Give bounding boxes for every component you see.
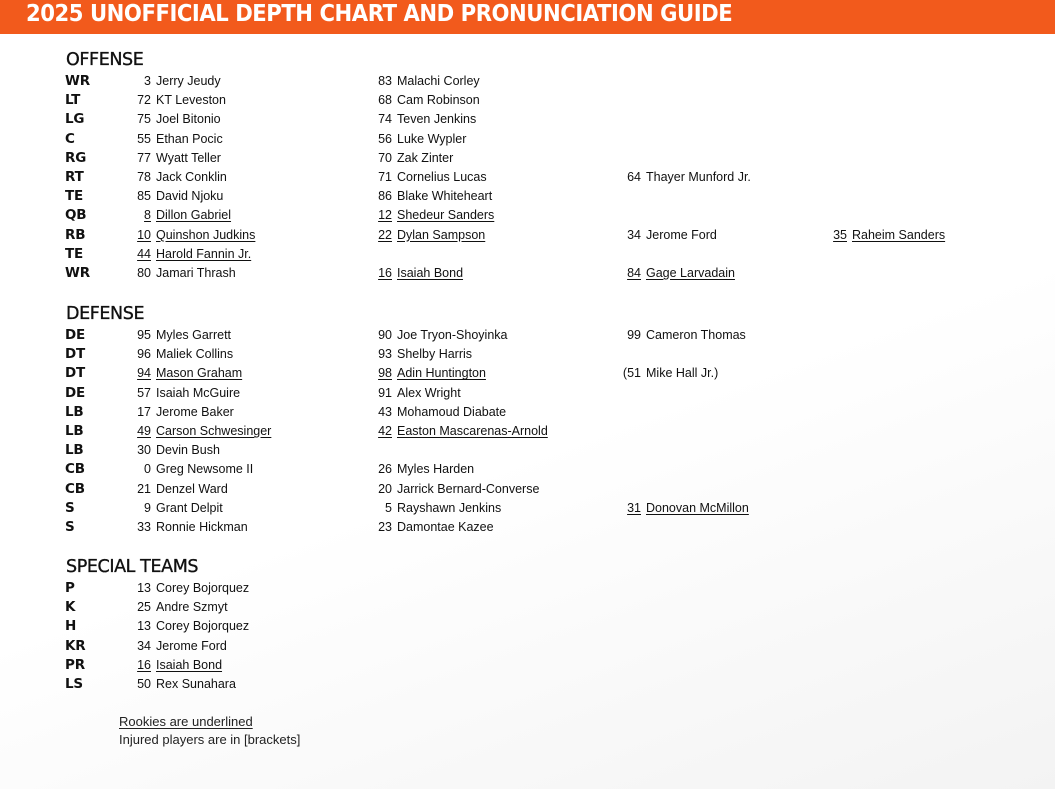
player-entry xyxy=(385,499,502,518)
player-name: Jarrick Bernard-Converse xyxy=(397,481,540,496)
player-name: Quinshon Judkins xyxy=(156,227,256,242)
position-label: LB xyxy=(65,403,84,420)
jersey-number: 23 xyxy=(378,520,392,534)
player-name: Blake Whiteheart xyxy=(397,189,493,204)
depth-row xyxy=(0,130,1055,149)
jersey-number: 13 xyxy=(137,619,151,634)
jersey-number: 30 xyxy=(137,443,151,458)
player-name: Cam Robinson xyxy=(397,93,480,108)
player-name: Rex Sunahara xyxy=(156,677,236,691)
jersey-number: 31 xyxy=(627,500,641,515)
jersey-number: 78 xyxy=(137,170,151,184)
jersey-number: 0 xyxy=(144,462,151,477)
jersey-number: 56 xyxy=(378,131,392,146)
jersey-number: 70 xyxy=(378,150,392,165)
player-name: Carson Schwesinger xyxy=(156,424,272,438)
jersey-number: 8 xyxy=(144,208,151,223)
position-label: P xyxy=(65,580,75,596)
player-entry xyxy=(137,226,256,245)
player-entry xyxy=(137,149,221,168)
player-entry xyxy=(378,345,473,364)
jersey-number: 57 xyxy=(137,385,151,400)
player-entry xyxy=(137,441,220,460)
jersey-number: 16 xyxy=(137,657,151,672)
position-label: CB xyxy=(65,480,85,497)
position-label: DE xyxy=(65,384,86,401)
player-entry xyxy=(137,579,250,598)
depth-row xyxy=(0,656,1055,675)
player-entry xyxy=(378,518,494,537)
depth-row xyxy=(0,91,1055,110)
position-label: DE xyxy=(65,327,86,343)
player-entry xyxy=(144,460,254,479)
player-entry xyxy=(137,345,234,364)
jersey-number: 68 xyxy=(378,93,392,108)
player-name: Gage Larvadain xyxy=(646,266,735,280)
player-name: Zak Zinter xyxy=(397,150,454,165)
position-label: S xyxy=(65,499,75,516)
jersey-number: 35 xyxy=(833,227,847,242)
jersey-number: 49 xyxy=(137,424,151,438)
jersey-number: 99 xyxy=(627,328,641,342)
player-entry xyxy=(137,518,248,537)
position-label: H xyxy=(65,618,77,635)
player-name: Corey Bojorquez xyxy=(156,619,250,634)
jersey-number: 91 xyxy=(378,385,392,400)
jersey-number: 34 xyxy=(627,227,641,242)
player-name: Teven Jenkins xyxy=(397,112,477,127)
depth-row xyxy=(0,226,1055,245)
depth-row xyxy=(0,675,1055,694)
jersey-number: 77 xyxy=(137,150,151,165)
player-name: Adin Huntington xyxy=(397,366,486,381)
position-label: DT xyxy=(65,365,86,382)
depth-row xyxy=(0,206,1055,225)
position-label: LB xyxy=(65,442,84,459)
depth-row xyxy=(0,480,1055,499)
jersey-number: 33 xyxy=(137,520,151,534)
jersey-number: 84 xyxy=(627,266,641,280)
player-name: Jack Conklin xyxy=(156,170,227,184)
position-label: RG xyxy=(65,149,87,166)
depth-row xyxy=(0,441,1055,460)
player-name: Jerry Jeudy xyxy=(156,74,221,88)
player-name: Denzel Ward xyxy=(156,481,228,496)
player-entry xyxy=(378,187,493,206)
player-name: Corey Bojorquez xyxy=(156,581,250,595)
player-name: Ethan Pocic xyxy=(156,131,223,146)
player-name: Harold Fannin Jr. xyxy=(156,246,252,261)
jersey-number: 10 xyxy=(137,227,151,242)
jersey-number: 43 xyxy=(378,404,392,419)
jersey-number: 12 xyxy=(378,208,392,223)
player-name: Wyatt Teller xyxy=(156,150,221,165)
jersey-number: 95 xyxy=(137,328,151,342)
jersey-number: 44 xyxy=(137,246,151,261)
player-entry xyxy=(378,422,548,441)
player-entry xyxy=(378,384,461,403)
position-label: LG xyxy=(65,111,85,128)
player-name: Jamari Thrash xyxy=(156,266,236,280)
depth-row xyxy=(0,579,1055,598)
player-entry xyxy=(627,499,749,518)
depth-row xyxy=(0,345,1055,364)
position-label: LS xyxy=(65,676,83,692)
player-name: Joel Bitonio xyxy=(156,112,221,127)
player-entry xyxy=(144,499,223,518)
player-name: Damontae Kazee xyxy=(397,520,494,534)
player-entry xyxy=(833,226,946,245)
player-entry xyxy=(144,72,221,91)
player-name: Grant Delpit xyxy=(156,500,223,515)
player-name: Isaiah Bond xyxy=(156,657,223,672)
jersey-number: 64 xyxy=(627,170,641,184)
player-name: Devin Bush xyxy=(156,443,220,458)
player-entry xyxy=(627,168,751,187)
position-label: C xyxy=(65,130,75,147)
player-entry xyxy=(378,168,487,187)
player-name: Mike Hall Jr.) xyxy=(646,366,719,381)
depth-row xyxy=(0,264,1055,283)
player-entry xyxy=(622,364,719,383)
jersey-number: 26 xyxy=(378,462,392,477)
jersey-number: 96 xyxy=(137,347,151,362)
player-name: Isaiah McGuire xyxy=(156,385,241,400)
player-name: Greg Newsome II xyxy=(156,462,254,477)
player-entry xyxy=(137,656,223,675)
header-banner xyxy=(0,0,1055,34)
player-name: Jerome Ford xyxy=(156,638,227,653)
jersey-number: 80 xyxy=(137,266,151,280)
player-name: Jerome Ford xyxy=(646,227,717,242)
player-name: Alex Wright xyxy=(397,385,461,400)
jersey-number: 71 xyxy=(378,170,392,184)
section-title-offense: OFFENSE xyxy=(66,50,144,70)
jersey-number: 98 xyxy=(378,366,392,381)
jersey-number: 83 xyxy=(378,74,392,88)
player-entry xyxy=(137,637,227,656)
player-entry xyxy=(137,403,234,422)
player-entry xyxy=(627,226,717,245)
position-label: LT xyxy=(65,92,81,109)
player-entry xyxy=(137,598,228,617)
player-name: David Njoku xyxy=(156,189,224,204)
section-title-defense: DEFENSE xyxy=(66,304,145,324)
player-name: Andre Szmyt xyxy=(156,600,228,615)
legend-injured: Injured players are in [brackets] xyxy=(119,732,301,747)
jersey-number: 3 xyxy=(144,74,151,88)
depth-row xyxy=(0,326,1055,345)
jersey-number: 75 xyxy=(137,112,151,127)
position-label: S xyxy=(65,519,75,535)
player-entry xyxy=(378,130,467,149)
player-name: Mason Graham xyxy=(156,366,243,381)
depth-row xyxy=(0,110,1055,129)
page-title: 2025 UNOFFICIAL DEPTH CHART AND PRONUNCIATION GUIDE xyxy=(26,1,733,27)
player-entry xyxy=(378,364,486,383)
player-entry xyxy=(137,187,224,206)
position-label: CB xyxy=(65,461,85,478)
position-label: RT xyxy=(65,169,84,185)
jersey-number: 86 xyxy=(378,189,392,204)
player-entry xyxy=(378,226,486,245)
jersey-number: (51 xyxy=(622,366,641,381)
player-entry xyxy=(627,326,746,345)
legend-rookies: Rookies are underlined xyxy=(119,714,253,729)
jersey-number: 90 xyxy=(378,328,392,342)
jersey-number: 93 xyxy=(378,347,392,362)
position-label: KR xyxy=(65,637,86,654)
player-entry xyxy=(378,110,477,129)
player-entry xyxy=(378,264,464,283)
position-label: WR xyxy=(65,73,90,89)
depth-row xyxy=(0,364,1055,383)
player-entry xyxy=(137,326,232,345)
player-name: Easton Mascarenas-Arnold xyxy=(397,424,548,438)
player-name: KT Leveston xyxy=(156,93,226,108)
jersey-number: 34 xyxy=(137,638,151,653)
player-name: Malachi Corley xyxy=(397,74,480,88)
player-entry xyxy=(378,326,508,345)
player-name: Dillon Gabriel xyxy=(156,208,232,223)
player-entry xyxy=(144,206,232,225)
player-entry xyxy=(378,403,507,422)
depth-row xyxy=(0,72,1055,91)
player-entry xyxy=(137,384,241,403)
player-name: Mohamoud Diabate xyxy=(397,404,507,419)
player-entry xyxy=(378,72,480,91)
position-label: DT xyxy=(65,346,86,363)
player-name: Jerome Baker xyxy=(156,404,234,419)
jersey-number: 55 xyxy=(137,131,151,146)
player-entry xyxy=(378,480,540,499)
section-title-special-teams: SPECIAL TEAMS xyxy=(66,557,199,577)
position-label: PR xyxy=(65,656,85,673)
player-entry xyxy=(137,480,228,499)
player-entry xyxy=(378,149,454,168)
jersey-number: 9 xyxy=(144,500,151,515)
player-name: Raheim Sanders xyxy=(852,227,946,242)
position-label: QB xyxy=(65,207,87,224)
jersey-number: 72 xyxy=(137,93,151,108)
player-entry xyxy=(137,264,236,283)
jersey-number: 16 xyxy=(378,266,392,280)
player-entry xyxy=(627,264,735,283)
player-name: Luke Wypler xyxy=(397,131,467,146)
player-entry xyxy=(378,206,495,225)
player-entry xyxy=(137,364,243,383)
position-label: WR xyxy=(65,265,90,281)
player-name: Dylan Sampson xyxy=(397,227,486,242)
jersey-number: 13 xyxy=(137,581,151,595)
depth-row xyxy=(0,422,1055,441)
player-name: Rayshawn Jenkins xyxy=(397,500,502,515)
depth-row xyxy=(0,499,1055,518)
player-name: Shelby Harris xyxy=(397,347,473,362)
depth-row xyxy=(0,637,1055,656)
player-entry xyxy=(137,110,221,129)
position-label: RB xyxy=(65,226,86,243)
jersey-number: 17 xyxy=(137,404,151,419)
player-entry xyxy=(137,245,252,264)
depth-row xyxy=(0,617,1055,636)
player-name: Myles Garrett xyxy=(156,328,232,342)
depth-row xyxy=(0,518,1055,537)
jersey-number: 50 xyxy=(137,677,151,691)
player-entry xyxy=(378,91,480,110)
depth-row xyxy=(0,598,1055,617)
player-entry xyxy=(137,422,272,441)
player-name: Myles Harden xyxy=(397,462,475,477)
player-name: Ronnie Hickman xyxy=(156,520,248,534)
jersey-number: 74 xyxy=(378,112,392,127)
player-name: Joe Tryon-Shoyinka xyxy=(397,328,508,342)
player-entry xyxy=(137,130,223,149)
position-label: TE xyxy=(65,188,84,205)
jersey-number: 22 xyxy=(378,227,392,242)
jersey-number: 21 xyxy=(137,481,151,496)
jersey-number: 5 xyxy=(385,500,392,515)
player-name: Isaiah Bond xyxy=(397,266,464,280)
jersey-number: 94 xyxy=(137,366,151,381)
jersey-number: 25 xyxy=(137,600,151,615)
player-name: Donovan McMillon xyxy=(646,500,749,515)
player-entry xyxy=(137,91,226,110)
player-name: Maliek Collins xyxy=(156,347,234,362)
depth-row xyxy=(0,403,1055,422)
player-entry xyxy=(378,460,475,479)
position-label: TE xyxy=(65,245,84,262)
depth-row xyxy=(0,149,1055,168)
depth-row xyxy=(0,245,1055,264)
depth-row xyxy=(0,384,1055,403)
depth-row xyxy=(0,460,1055,479)
player-entry xyxy=(137,168,227,187)
player-name: Shedeur Sanders xyxy=(397,208,495,223)
player-name: Cameron Thomas xyxy=(646,328,746,342)
position-label: LB xyxy=(65,423,84,439)
position-label: K xyxy=(65,599,76,616)
jersey-number: 20 xyxy=(378,481,392,496)
player-entry xyxy=(137,617,250,636)
depth-row xyxy=(0,187,1055,206)
depth-row xyxy=(0,168,1055,187)
player-entry xyxy=(137,675,236,694)
player-name: Cornelius Lucas xyxy=(397,170,487,184)
player-name: Thayer Munford Jr. xyxy=(646,170,751,184)
jersey-number: 42 xyxy=(378,424,392,438)
jersey-number: 85 xyxy=(137,189,151,204)
